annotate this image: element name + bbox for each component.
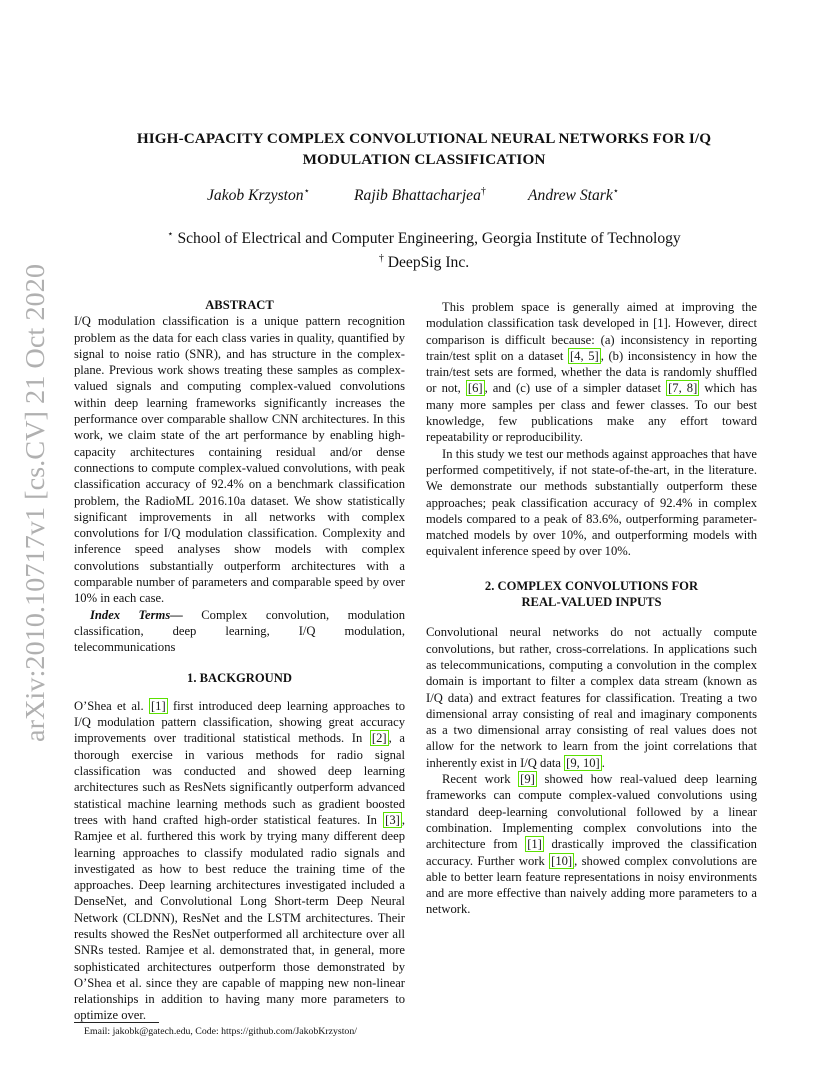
text-run: O’Shea et al. [74,698,149,713]
text-run: showed how real-valued deep learning frameworks can compute complex-valued convolutions using standard deep-learning convolutional followed by a linear combination. Implementing complex convolutions into the architecture from [426,772,757,852]
affiliation-text: DeepSig Inc. [387,254,470,272]
text-run: Convolutional neural networks do not actually compute convolutions, but rather, cross-correlations. In applications such as telecommunications, computing a convolution in the complex domain is important to filter a complex data stream (known as I/Q data) and extract features for classification. Treating a two dimensional array consisting of real and imaginary components as a two dimensional array consisting of real values does not allow for the network to learn from the joint correlations that inherently exist in I/Q data [426,625,757,770]
author-name: Jakob Krzyston [207,187,304,205]
section-2-paragraph-2 [426,771,757,918]
section-2-heading-line-2: REAL-VALUED INPUTS [521,595,662,610]
index-terms-text: Complex convolution, modulation classification, deep learning, I/Q modulation, telecommunications [74,607,405,655]
citation-link[interactable]: [10] [551,853,573,868]
section-2-heading-line-1: 2. COMPLEX CONVOLUTIONS FOR [484,578,699,593]
text-run: Recent work [442,772,519,787]
index-terms-label: Index Terms— [90,607,183,622]
text-run: This problem space is generally aimed at improving the modulation classification task developed in [1]. However, direct comparison is difficult because: (a) inconsistency in reporting train/test split on a dataset [426,300,757,363]
title-line-1: HIGH-CAPACITY COMPLEX CONVOLUTIONAL NEURAL NETWORKS FOR I/Q [136,130,712,147]
author-mark: ⋆ [303,186,310,197]
text-run: , (b) inconsistency in how the train/test sets are formed, whether the data is randomly shuffled or not, [426,348,758,396]
section-2-paragraph-1 [426,624,757,771]
left-column [74,297,405,1024]
citation-link[interactable]: [6] [467,381,483,396]
author-name: Rajib Bhattacharjea [354,187,481,205]
index-terms [74,607,405,656]
author-list [74,186,774,206]
section-1-paragraph-1 [74,698,405,1024]
affiliation-1 [74,225,774,249]
section-1-heading: 1. BACKGROUND [187,670,292,685]
footnote-rule [74,1022,159,1023]
citation-link[interactable]: [2] [371,731,387,746]
affiliation-2 [74,249,774,273]
arxiv-stamp-graphic [14,262,54,742]
author-1 [207,186,310,205]
text-run: drastically improved the classification accuracy. Further work [426,837,757,868]
citation-link[interactable]: [4, 5] [569,348,599,363]
section-1-paragraph-3: In this study we test our methods against approaches that have performed competitively, if not state-of-the-art, in the literature. We demonstrate our methods substantially outperform these approaches; peak classification accuracy of 92.4% in complex models compared to a peak of 83.6%, outperforming parameter-matched models by over 10%, and outperforming models with equivalent inference speed by over 10%. [426,446,757,559]
author-3 [528,186,619,205]
abstract-text: I/Q modulation classification is a unique pattern recognition problem as the data for each class varies in quality, quantified by signal to noise ratio (SNR), and has structure in the complex-plane. Previous work shows treating these samples as complex-valued signals and computing complex-valued convolutions within deep learning frameworks significantly increases the performance over comparable shallow CNN architectures. In this work, we claim state of the art performance by enabling high-capacity architectures containing residual and/or dense connections to compute complex-valued convolutions, with peak classification accuracy of 92.4% on a benchmark classification problem, the RadioML 2016.10a dataset. We show statistically significant improvements in all networks with complex convolutions for I/Q modulation classification. Complexity and inference speed analyses show models with complex convolutions substantially outperform architectures with a comparable number of parameters and comparable speed by over 10% in each case. [74,314,405,606]
author-mark: † [480,186,486,197]
section-2-heading [426,578,757,611]
right-column [426,297,757,918]
title-line-2: MODULATION CLASSIFICATION [302,151,546,168]
affiliation-mark: † [378,253,384,265]
citation-link[interactable]: [7, 8] [668,381,698,396]
affiliation-mark: ⋆ [167,229,174,240]
citation-link[interactable]: [1] [150,698,166,713]
paper-title [74,128,774,170]
citation-link[interactable]: [3] [385,812,400,827]
author-name: Andrew Stark [528,187,613,205]
citation-link[interactable]: [9] [520,772,535,787]
affiliation-text: School of Electrical and Computer Engineering, Georgia Institute of Technology [177,230,681,248]
text-run-continued: , Ramjee et al. furthered this work by trying many different deep learning approaches to classify modulated radio signals and investigated as how to best reduce the training time of the approaches. Deep learning architectures investigated included a DenseNet, and Convolutional Long Short-term Deep Neural Network (CLDNN), ResNet and the LSTM architectures. Their results showed the ResNet outperformed all architecture over all SNRs tested. Ramjee et al. demonstrated that, in general, more sophisticated architectures outperform those demonstrated by O’Shea et al. since they are capable of mapping new non-linear relationships in addition to having many more parameters to optimize over. [74,812,405,1023]
text-run: , and (c) use of a simpler dataset [484,381,667,396]
citation-link[interactable]: [1] [527,837,542,852]
citation-link[interactable]: [9, 10] [566,755,600,770]
affiliations [74,225,774,273]
section-1-paragraph-2 [426,299,757,446]
text-run: which has many more samples per class and fewer classes. To our best knowledge, few publications make any effort toward repeatability or reproducibility. [426,381,757,445]
footnote: Email: jakobk@gatech.edu, Code: https://github.com/JakobKrzyston/ [84,1026,357,1037]
text-run: first introduced deep learning approaches to I/Q modulation pattern classification, showing great accuracy improvements over traditional statistical methods. In [74,698,405,746]
author-2 [354,186,486,205]
author-mark: ⋆ [612,186,620,197]
arxiv-stamp [14,262,54,742]
text-run: , showed complex convolutions are able to better learn feature representations in noisy environments and are more effective than naively adding more parameters to a network. [426,853,757,917]
arxiv-stamp-text: arXiv:2010.10717v1 [cs.CV] 21 Oct 2020 [20,286,50,742]
abstract-heading: ABSTRACT [205,298,274,312]
text-run: , a thorough exercise in various methods for radio signal classification was conducted and showed deep learning architectures such as ResNets significantly outperform advanced statistical machine learning methods such as gradient boosted trees with hand crafted high-order statistical features. In [74,731,405,827]
text-run: . [601,755,605,770]
